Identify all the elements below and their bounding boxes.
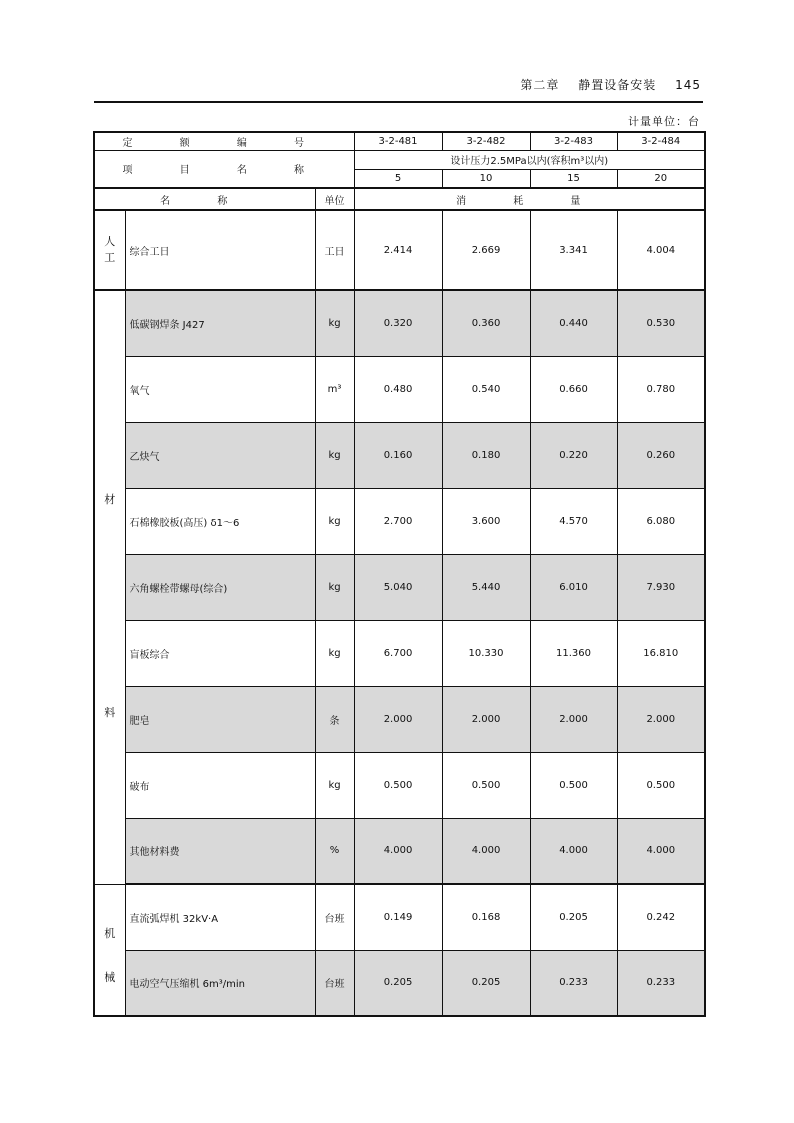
item-unit: kg — [315, 620, 354, 686]
item-unit: 条 — [315, 686, 354, 752]
volume-cell: 20 — [617, 169, 705, 188]
volume-cell: 15 — [530, 169, 617, 188]
value-cell: 4.000 — [354, 818, 442, 884]
item-unit: kg — [315, 488, 354, 554]
item-name: 盲板综合 — [125, 620, 315, 686]
value-cell: 0.149 — [354, 884, 442, 950]
value-cell: 0.500 — [530, 752, 617, 818]
item-name: 破布 — [125, 752, 315, 818]
item-unit: kg — [315, 752, 354, 818]
table-row — [94, 950, 705, 1016]
value-cell: 11.360 — [530, 620, 617, 686]
header-text — [506, 76, 701, 93]
code-row — [94, 132, 705, 150]
column-header-row — [94, 188, 705, 210]
volume-cell: 5 — [354, 169, 442, 188]
value-cell: 0.500 — [617, 752, 705, 818]
item-unit: kg — [315, 290, 354, 356]
value-cell: 0.233 — [530, 950, 617, 1016]
item-name: 综合工日 — [125, 210, 315, 290]
item-name: 低碳钢焊条 J427 — [125, 290, 315, 356]
category-char: 材 — [104, 493, 116, 506]
category-char: 料 — [104, 706, 116, 719]
table-row — [94, 752, 705, 818]
value-cell: 3.600 — [442, 488, 530, 554]
value-cell: 2.000 — [354, 686, 442, 752]
table-row — [94, 290, 705, 356]
code-cell: 3-2-481 — [354, 132, 442, 150]
value-cell: 0.500 — [442, 752, 530, 818]
item-unit: m³ — [315, 356, 354, 422]
value-cell: 0.205 — [354, 950, 442, 1016]
item-unit: 台班 — [315, 950, 354, 1016]
consumption-label: 消 耗 量 — [354, 188, 705, 210]
value-cell: 5.440 — [442, 554, 530, 620]
category-char: 械 — [104, 970, 116, 984]
table-row — [94, 210, 705, 290]
value-cell: 2.000 — [530, 686, 617, 752]
chapter-title: 静置设备安装 — [578, 78, 657, 92]
value-cell: 0.233 — [617, 950, 705, 1016]
item-unit: 工日 — [315, 210, 354, 290]
item-name: 石棉橡胶板(高压) δ1～6 — [125, 488, 315, 554]
col-unit-label: 单位 — [315, 188, 354, 210]
materials-category — [94, 290, 125, 884]
value-cell: 16.810 — [617, 620, 705, 686]
value-cell: 7.930 — [617, 554, 705, 620]
table-row — [94, 620, 705, 686]
item-unit: kg — [315, 422, 354, 488]
value-cell: 0.220 — [530, 422, 617, 488]
labor-category — [94, 210, 125, 290]
volume-cell: 10 — [442, 169, 530, 188]
value-cell: 3.341 — [530, 210, 617, 290]
value-cell: 0.440 — [530, 290, 617, 356]
item-name: 其他材料费 — [125, 818, 315, 884]
value-cell: 0.780 — [617, 356, 705, 422]
table-row — [94, 554, 705, 620]
page-header — [94, 72, 703, 103]
value-cell: 2.669 — [442, 210, 530, 290]
value-cell: 0.242 — [617, 884, 705, 950]
code-cell: 3-2-483 — [530, 132, 617, 150]
value-cell: 6.010 — [530, 554, 617, 620]
value-cell: 0.540 — [442, 356, 530, 422]
spec-row — [94, 150, 705, 169]
value-cell: 0.480 — [354, 356, 442, 422]
value-cell: 6.080 — [617, 488, 705, 554]
quota-table — [93, 131, 706, 1017]
table-row — [94, 884, 705, 950]
item-unit: 台班 — [315, 884, 354, 950]
chapter-label: 第二章 — [520, 78, 560, 92]
item-name: 电动空气压缩机 6m³/min — [125, 950, 315, 1016]
item-unit: % — [315, 818, 354, 884]
category-char: 工 — [104, 251, 116, 264]
value-cell: 4.000 — [530, 818, 617, 884]
value-cell: 6.700 — [354, 620, 442, 686]
value-cell: 4.000 — [442, 818, 530, 884]
machinery-category — [94, 884, 125, 1016]
value-cell: 0.360 — [442, 290, 530, 356]
table-row — [94, 686, 705, 752]
value-cell: 0.260 — [617, 422, 705, 488]
value-cell: 0.320 — [354, 290, 442, 356]
value-cell: 2.000 — [442, 686, 530, 752]
value-cell: 0.180 — [442, 422, 530, 488]
spec-label: 设计压力2.5MPa以内(容积m³以内) — [354, 150, 705, 169]
col-name-label: 名 称 — [94, 188, 315, 210]
value-cell: 4.004 — [617, 210, 705, 290]
item-name: 直流弧焊机 32kV·A — [125, 884, 315, 950]
item-unit: kg — [315, 554, 354, 620]
item-name-label: 项 目 名 称 — [94, 150, 354, 188]
item-name: 氧气 — [125, 356, 315, 422]
table-row — [94, 356, 705, 422]
page-number: 145 — [675, 78, 701, 92]
value-cell: 0.160 — [354, 422, 442, 488]
item-name: 乙炔气 — [125, 422, 315, 488]
unit-note: 计量单位：台 — [628, 115, 700, 128]
category-char: 机 — [104, 926, 116, 940]
value-cell: 2.414 — [354, 210, 442, 290]
code-label: 定 额 编 号 — [94, 132, 354, 150]
value-cell: 2.000 — [617, 686, 705, 752]
code-cell: 3-2-482 — [442, 132, 530, 150]
table-row — [94, 422, 705, 488]
value-cell: 0.660 — [530, 356, 617, 422]
item-name: 肥皂 — [125, 686, 315, 752]
value-cell: 4.570 — [530, 488, 617, 554]
table-row — [94, 818, 705, 884]
value-cell: 10.330 — [442, 620, 530, 686]
item-name: 六角螺栓带螺母(综合) — [125, 554, 315, 620]
value-cell: 4.000 — [617, 818, 705, 884]
value-cell: 0.205 — [530, 884, 617, 950]
value-cell: 5.040 — [354, 554, 442, 620]
value-cell: 0.530 — [617, 290, 705, 356]
value-cell: 2.700 — [354, 488, 442, 554]
table-row — [94, 488, 705, 554]
category-char: 人 — [104, 235, 116, 248]
value-cell: 0.500 — [354, 752, 442, 818]
value-cell: 0.168 — [442, 884, 530, 950]
code-cell: 3-2-484 — [617, 132, 705, 150]
value-cell: 0.205 — [442, 950, 530, 1016]
